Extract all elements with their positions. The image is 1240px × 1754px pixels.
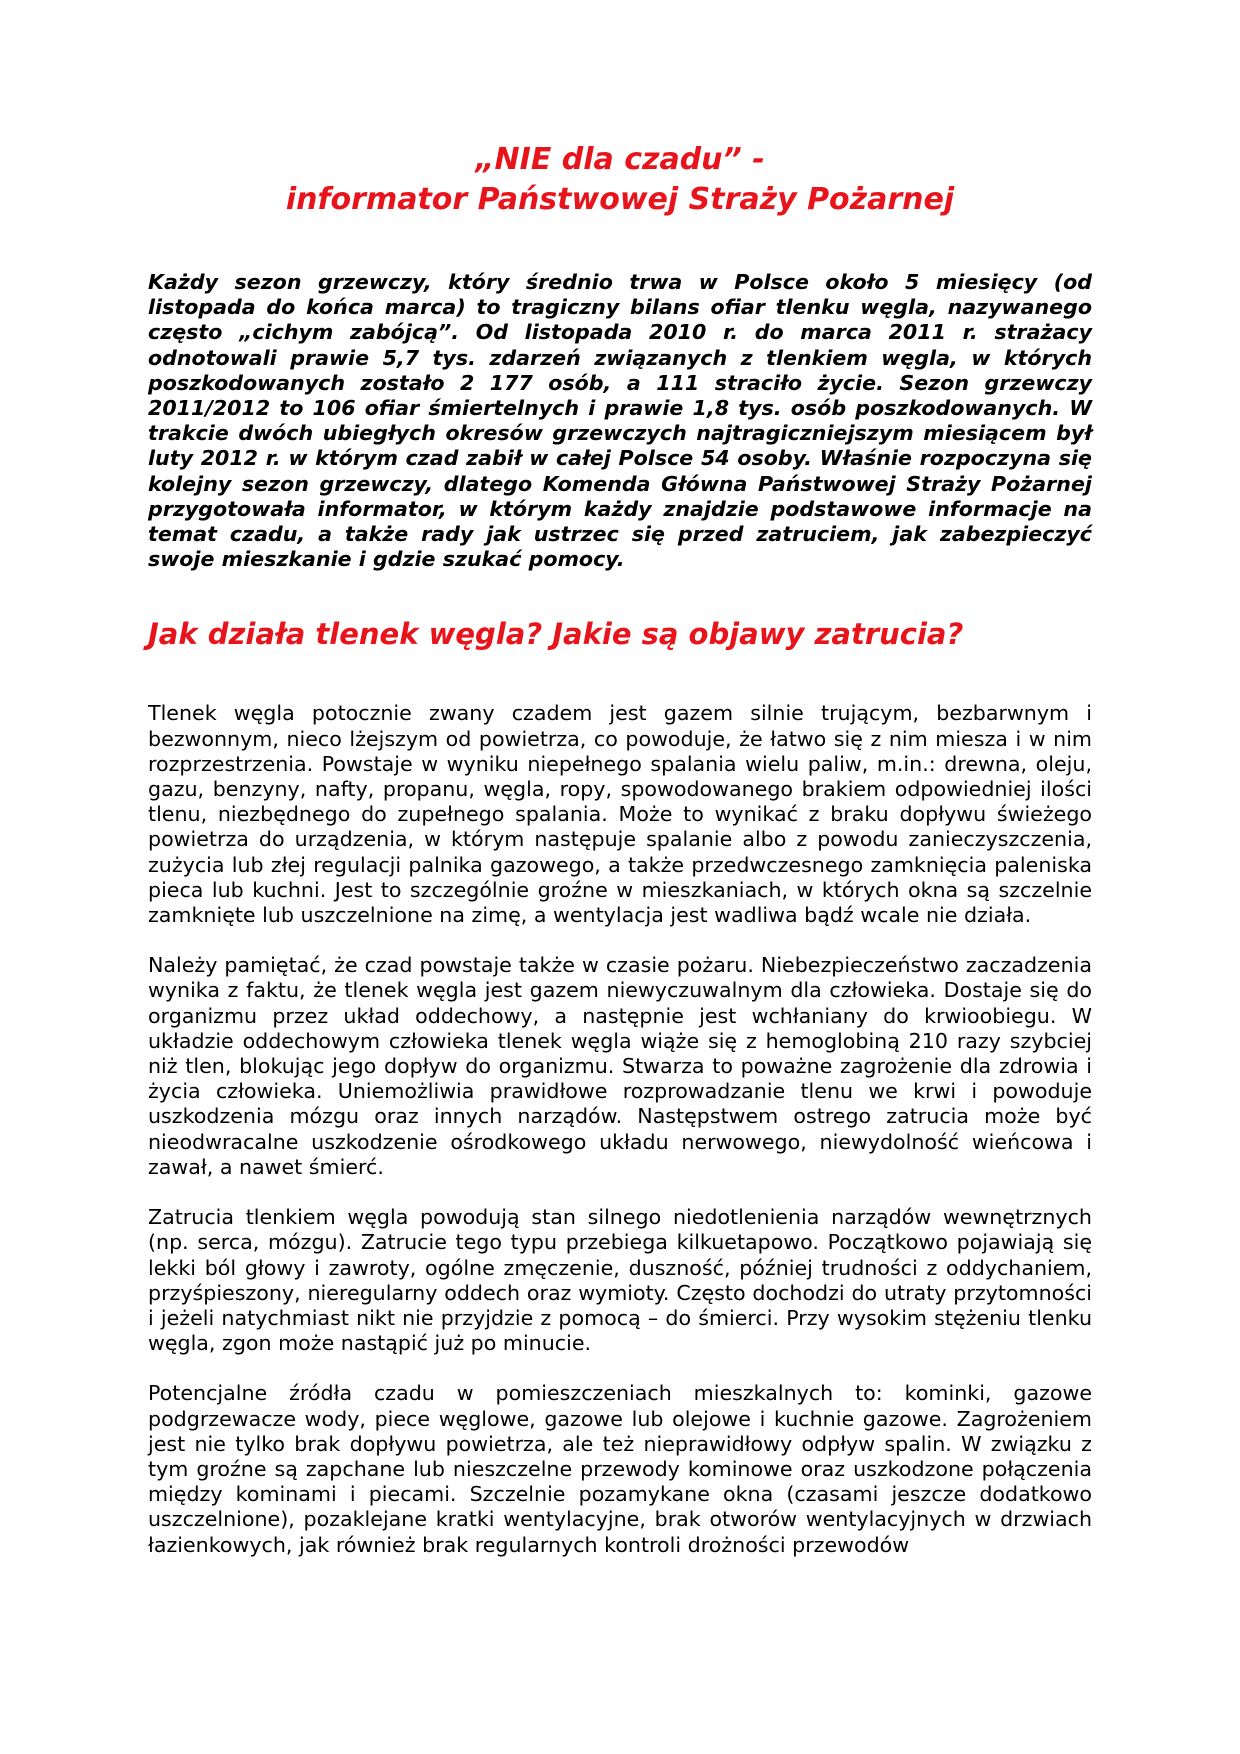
intro-paragraph: Każdy sezon grzewczy, który średnio trwa w Polsce około 5 miesięcy (od listopada do końca marca) to tragiczny bilans ofiar tlenku węgla, nazywanego często „cichym zabójcą”. Od listopada 2010 r. do marca 2011 r. strażacy odnotowali prawie 5,7 tys. zdarzeń związanych z tlenkiem węgla, w których poszkodowanych zostało 2 177 osób, a 111 straciło życie. Sezon grzewczy 2011/2012 to 106 ofiar śmiertelnych i prawie 1,8 tys. osób poszkodowanych. W trakcie dwóch ubiegłych okresów grzewczych najtragiczniejszym miesiącem był luty 2012 r. w którym czad zabił w całej Polsce 54 osoby. Właśnie rozpoczyna się kolejny sezon grzewczy, dlatego Komenda Główna Państwowej Straży Pożarnej przygotowała informator, w którym każdy znajdzie podstawowe informacje na temat czadu, a także rady jak ustrzec się przed zatruciem, jak zabezpieczyć swoje mieszkanie i gdzie szukać pomocy. xyxy=(148,270,1092,572)
document-title xyxy=(148,140,1092,220)
body-paragraph-4: Potencjalne źródła czadu w pomieszczeniach mieszkalnych to: kominki, gazowe podgrzewacze wody, piece węglowe, gazowe lub olejowe i kuchnie gazowe. Zagrożeniem jest nie tylko brak dopływu powietrza, ale też nieprawidłowy odpływ spalin. W związku z tym groźne są zapchane lub nieszczelne przewody kominowe oraz uszkodzone połączenia między kominami i piecami. Szczelnie pozamykane okna (czasami jeszcze dodatkowo uszczelnione), pozaklejane kratki wentylacyjne, brak otworów wentylacyjnych w drzwiach łazienkowych, jak również brak regularnych kontroli drożności przewodów xyxy=(148,1381,1092,1557)
body-paragraph-2: Należy pamiętać, że czad powstaje także w czasie pożaru. Niebezpieczeństwo zaczadzenia wynika z faktu, że tlenek węgla jest gazem niewyczuwalnym dla człowieka. Dostaje się do organizmu przez układ oddechowy, a następnie jest wchłaniany do krwioobiegu. W układzie oddechowym człowieka tlenek węgla wiąże się z hemoglobiną 210 razy szybciej niż tlen, blokując jego dopływ do organizmu. Stwarza to poważne zagrożenie dla zdrowia i życia człowieka. Uniemożliwia prawidłowe rozprowadzanie tlenu we krwi i powoduje uszkodzenia mózgu oraz innych narządów. Następstwem ostrego zatrucia może być nieodwracalne uszkodzenie ośrodkowego układu nerwowego, niewydolność wieńcowa i zawał, a nawet śmierć. xyxy=(148,953,1092,1179)
body-paragraph-3: Zatrucia tlenkiem węgla powodują stan silnego niedotlenienia narządów wewnętrznych (np. serca, mózgu). Zatrucie tego typu przebiega kilkuetapowo. Początkowo pojawiają się lekki ból głowy i zawroty, ogólne zmęczenie, duszność, później trudności z oddychaniem, przyśpieszony, nieregularny oddech oraz wymioty. Często dochodzi do utraty przytomności i jeżeli natychmiast nikt nie przyjdzie z pomocą – do śmierci. Przy wysokim stężeniu tlenku węgla, zgon może nastąpić już po minucie. xyxy=(148,1205,1092,1356)
title-line-2: informator Państwowej Straży Pożarnej xyxy=(285,182,955,217)
page-content xyxy=(148,140,1092,1558)
body-paragraph-1: Tlenek węgla potocznie zwany czadem jest gazem silnie trującym, bezbarwnym i bezwonnym, nieco lżejszym od powietrza, co powoduje, że łatwo się z nim miesza i w nim rozprzestrzenia. Powstaje w wyniku niepełnego spalania wielu paliw, m.in.: drewna, oleju, gazu, benzyny, nafty, propanu, węgla, ropy, spowodowanego brakiem odpowiedniej ilości tlenu, niezbędnego do zupełnego spalania. Może to wynikać z braku dopływu świeżego powietrza do urządzenia, w którym następuje spalanie albo z powodu zanieczyszczenia, zużycia lub złej regulacji palnika gazowego, a także przedwczesnego zamknięcia paleniska pieca lub kuchni. Jest to szczególnie groźne w mieszkaniach, w których okna są szczelnie zamknięte lub uszczelnione na zimę, a wentylacja jest wadliwa bądź wcale nie działa. xyxy=(148,701,1092,928)
title-line-1: „NIE dla czadu” - xyxy=(475,142,765,177)
section-heading: Jak działa tlenek węgla? Jakie są objawy zatrucia? xyxy=(148,617,964,652)
